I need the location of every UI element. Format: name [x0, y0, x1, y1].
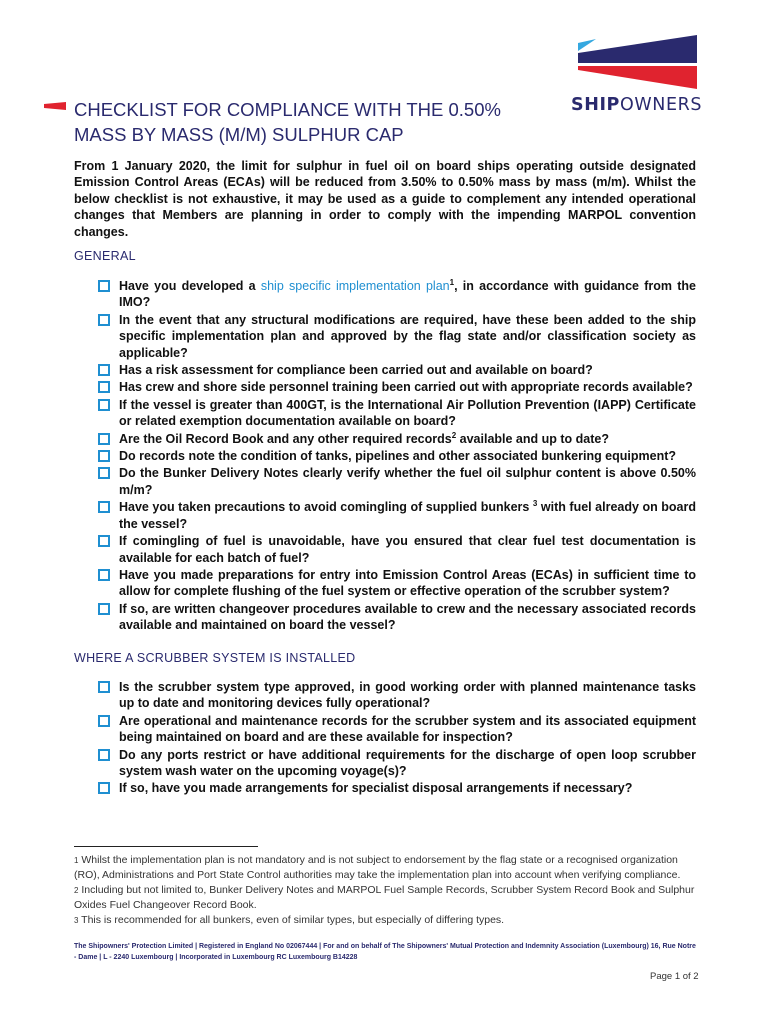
red-flag-icon: [44, 102, 66, 110]
footnote-divider: [74, 846, 258, 847]
list-item: If the vessel is greater than 400GT, is the International Air Pollution Prevention (IAPP) Certificate or related exemption documentation available on board?: [98, 397, 696, 430]
list-item: Do any ports restrict or have additional requirements for the discharge of open loop scrubber system wash water on the upcoming voyage(s)?: [98, 747, 696, 780]
checkbox[interactable]: [98, 535, 110, 547]
list-item: Do records note the condition of tanks, pipelines and other associated bunkering equipment?: [98, 448, 696, 464]
checkbox[interactable]: [98, 381, 110, 393]
list-item: Are the Oil Record Book and any other required records$^2$ available and up to date?: [98, 431, 696, 447]
checkbox[interactable]: [98, 501, 110, 513]
intro-paragraph: From 1 January 2020, the limit for sulphur in fuel oil on board ships operating outside designated Emission Control Areas (ECAs) will be reduced from 3.50% to 0.50% mass by mass (m/m). Whilst the below checklist is not exhaustive, it may be used as a guide to complement any intended operational changes that Members are planning in order to comply with the impending MARPOL convention changes.: [74, 159, 696, 239]
brand-wordmark: SHIPOWNERS: [571, 95, 703, 115]
list-item: In the event that any structural modifications are required, have these been added to the ship specific implementation plan and approved by the flag state and/or classification society as applicable?: [98, 312, 696, 361]
footnote: $^3$ This is recommended for all bunkers, even of similar types, but especially of differing types.: [74, 914, 505, 926]
list-item: Are operational and maintenance records for the scrubber system and its associated equipment being maintained on board and are these available for inspection?: [98, 713, 696, 746]
checkbox[interactable]: [98, 467, 110, 479]
list-item: If so, are written changeover procedures available to crew and the necessary associated records available and maintained on board the vessel?: [98, 601, 696, 634]
section-heading-general: GENERAL: [74, 249, 136, 263]
legal-footer: The Shipowners' Protection Limited | Registered in England No 02067444 | For and on behalf of The Shipowners' Mutual Protection and Indemnity Association (Luxembourg) 16, Rue Notre - Dame | L - 2240 Luxembourg | Incorporated in Luxembourg RC Luxembourg B14228: [74, 943, 696, 961]
checkbox[interactable]: [98, 569, 110, 581]
scrubber-checklist: [98, 679, 696, 798]
checkbox[interactable]: [98, 749, 110, 761]
section-heading-scrubber: WHERE A SCRUBBER SYSTEM IS INSTALLED: [74, 651, 356, 665]
page-title: CHECKLIST FOR COMPLIANCE WITH THE 0.50% MASS BY MASS (M/M) SULPHUR CAP: [74, 99, 501, 145]
list-item: Have you made preparations for entry into Emission Control Areas (ECAs) in sufficient time to allow for complete flushing of the fuel system or effective operation of the scrubber system?: [98, 567, 696, 600]
list-item: If so, have you made arrangements for specialist disposal arrangements if necessary?: [98, 780, 696, 796]
page-number: Page 1 of 2: [650, 971, 699, 982]
general-checklist: [98, 278, 696, 635]
list-item: Have you developed a ship specific implementation plan$^1$, in accordance with guidance from the IMO?: [98, 278, 696, 311]
shipowners-logo: [576, 33, 698, 90]
list-item: Has a risk assessment for compliance been carried out and available on board?: [98, 362, 696, 378]
checkbox[interactable]: [98, 450, 110, 462]
checkbox[interactable]: [98, 715, 110, 727]
checkbox[interactable]: [98, 681, 110, 693]
list-item: Do the Bunker Delivery Notes clearly verify whether the fuel oil sulphur content is above 0.50% m/m?: [98, 465, 696, 498]
checkbox[interactable]: [98, 399, 110, 411]
checkbox[interactable]: [98, 364, 110, 376]
checkbox[interactable]: [98, 280, 110, 292]
footnotes: [74, 853, 698, 928]
checkbox[interactable]: [98, 603, 110, 615]
list-item: Have you taken precautions to avoid comingling of supplied bunkers $^3$ with fuel already on board the vessel?: [98, 499, 696, 532]
list-item: Is the scrubber system type approved, in good working order with planned maintenance tasks up to date and monitoring devices fully operational?: [98, 679, 696, 712]
implementation-plan-link[interactable]: ship specific implementation plan: [260, 279, 450, 293]
checkbox[interactable]: [98, 314, 110, 326]
footnote: $^2$ Including but not limited to, Bunker Delivery Notes and MARPOL Fuel Sample Records, Scrubber System Record Book and Sulphur Oxides Fuel Changeover Record Book.: [74, 884, 695, 911]
checkbox[interactable]: [98, 433, 110, 445]
checkbox[interactable]: [98, 782, 110, 794]
list-item: Has crew and shore side personnel training been carried out with appropriate records available?: [98, 379, 696, 395]
footnote: $^1$ Whilst the implementation plan is not mandatory and is not subject to endorsement by the flag state or a recognised organization (RO), Administrations and Port State Control authorities may take the implementation plan into account when verifying compliance.: [74, 854, 681, 881]
list-item: If comingling of fuel is unavoidable, have you ensured that clear fuel test documentation is available for each batch of fuel?: [98, 533, 696, 566]
